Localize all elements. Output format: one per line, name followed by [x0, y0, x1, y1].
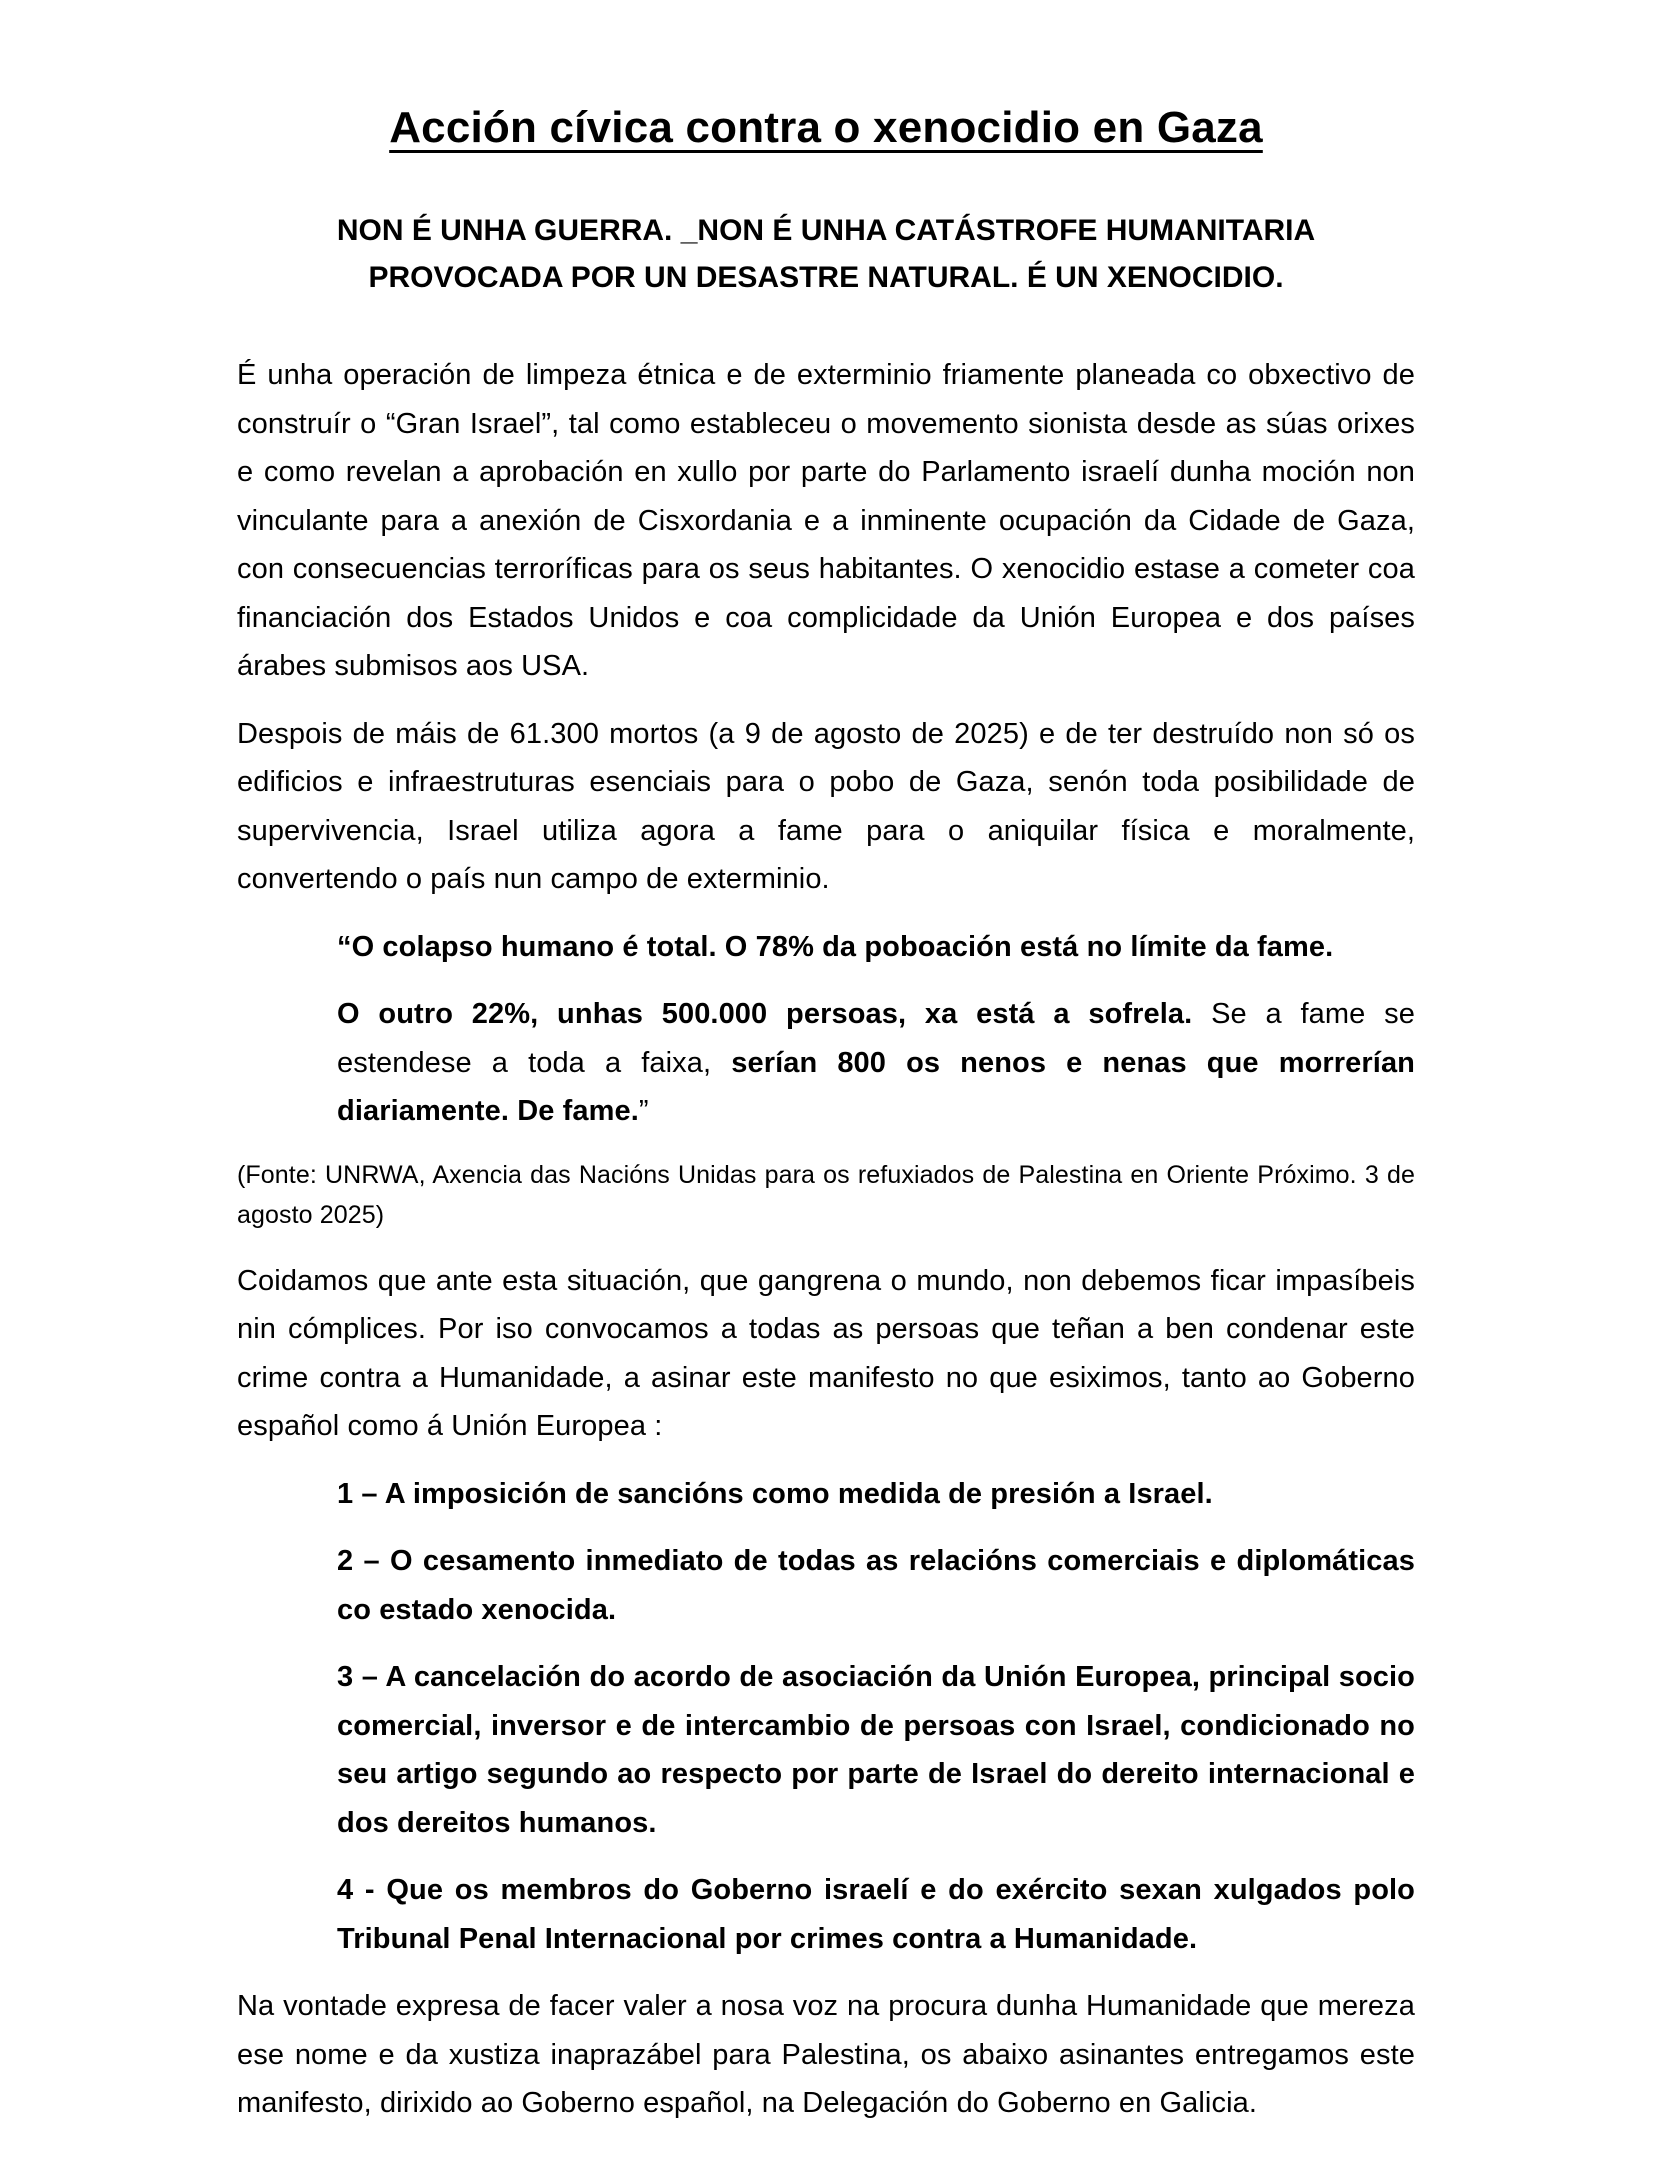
- demand-item-1: 1 – A imposición de sancións como medida de presión a Israel.: [337, 1477, 1213, 1510]
- quote-paragraph-2: [337, 990, 1415, 1136]
- subtitle-line-2: PROVOCADA POR UN DESASTRE NATURAL. É UN XENOCIDIO.: [368, 261, 1284, 294]
- page-title: Acción cívica contra o xenocidio en Gaza: [389, 103, 1263, 152]
- quote-closing-mark: ”: [638, 1095, 649, 1127]
- deaths-paragraph: Despois de máis de 61.300 mortos (a 9 de agosto de 2025) e de ter destruído non só os edificios e infraestruturas esenciais para o pobo de Gaza, senón toda posibilidade de supervivencia, Israel utiliza agora a fame para o aniquilar física e moralmente, convertendo o país nun campo de exterminio.: [237, 717, 1415, 895]
- closing-paragraph: Na vontade expresa de facer valer a nosa voz na procura dunha Humanidade que mereza ese nome e da xustiza inaprazábel para Palestina, os abaixo asinantes entregamos este manifesto, dirixido ao Goberno español, na Delegación do Goberno en Galicia.: [237, 1990, 1415, 2119]
- demand-item-3: 3 – A cancelación do acordo de asociación da Unión Europea, principal socio comercial, inversor e de intercambio de persoas con Israel, condicionado no seu artigo segundo ao respecto por parte de Israel do dereito internacional e dos dereitos humanos.: [337, 1661, 1415, 1839]
- demand-item-2: 2 – O cesamento inmediato de todas as relacións comerciais e diplomáticas co estado xenocida.: [337, 1545, 1415, 1626]
- quote-source-note: (Fonte: UNRWA, Axencia das Nacións Unidas para os refuxiados de Palestina en Oriente Próximo. 3 de agosto 2025): [237, 1160, 1415, 1229]
- quote-bold-segment-2: serían 800 os nenos e nenas que morrerían diariamente. De fame.: [337, 1046, 1415, 1127]
- subtitle-line-1: NON É UNHA GUERRA. _NON É UNHA CATÁSTROFE HUMANITARIA: [336, 214, 1316, 247]
- intro-paragraph: É unha operación de limpeza étnica e de exterminio friamente planeada co obxectivo de construír o “Gran Israel”, tal como estableceu o movemento sionista desde as súas orixes e como revelan a aprobación en xullo por parte do Parlamento israelí dunha moción non vinculante para a anexión de Cisxordania e a inminente ocupación da Cidade de Gaza, con consecuencias terroríficas para os seus habitantes. O xenocidio estase a cometer coa financiación dos Estados Unidos e coa complicidade da Unión Europea e dos países árabes submisos aos USA.: [237, 359, 1415, 682]
- quote-paragraph-1: “O colapso humano é total. O 78% da poboación está no límite da fame.: [337, 930, 1334, 963]
- quote-regular-segment-1: Se a fame se estendese a toda a faixa,: [337, 998, 1415, 1079]
- quote-bold-segment-1: O outro 22%, unhas 500.000 persoas, xa está a sofrela.: [337, 998, 1193, 1030]
- document-subtitle: [237, 207, 1415, 301]
- call-paragraph: Coidamos que ante esta situación, que gangrena o mundo, non debemos ficar impasíbeis nin cómplices. Por iso convocamos a todas as persoas que teñan a ben condenar este crime contra a Humanidade, a asinar este manifesto no que esiximos, tanto ao Goberno español como á Unión Europea :: [237, 1264, 1415, 1442]
- demand-item-4: 4 - Que os membros do Goberno israelí e do exército sexan xulgados polo Tribunal Penal Internacional por crimes contra a Humanidade.: [337, 1874, 1415, 1955]
